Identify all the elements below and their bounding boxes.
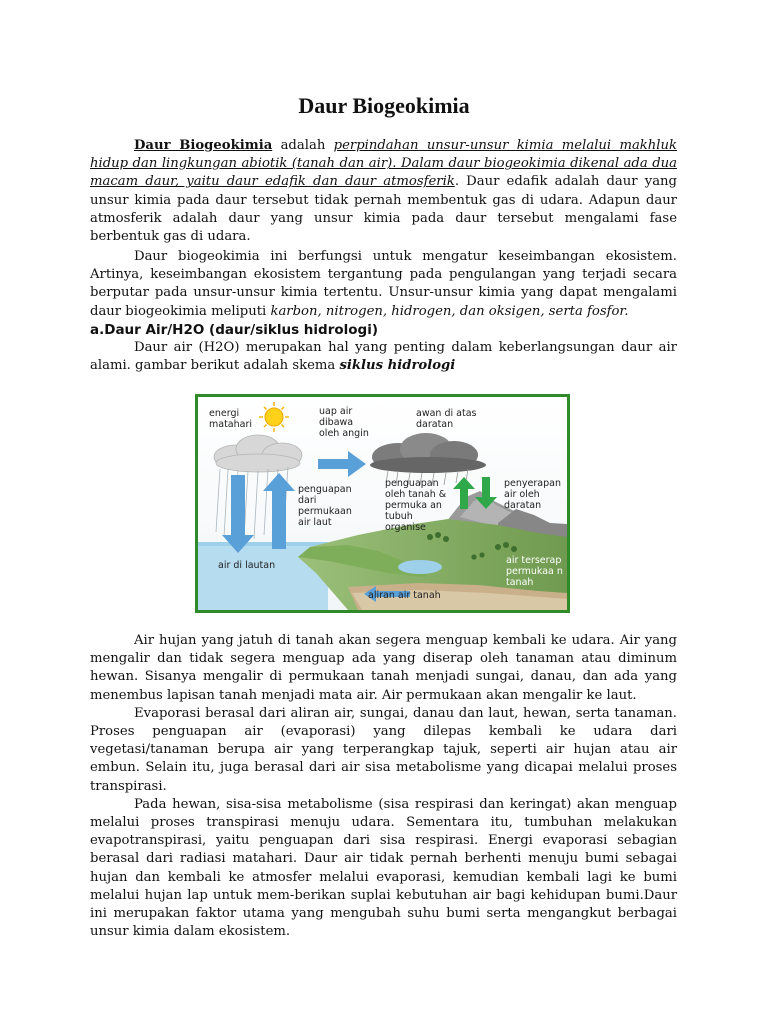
chemical-elements: karbon, nitrogen, hidrogen, dan oksigen, serta fosfor. bbox=[270, 303, 629, 319]
function-paragraph-block bbox=[90, 248, 677, 321]
label-aliran-tanah: aliran air tanah bbox=[368, 590, 441, 601]
paragraph-evaporation: Evaporasi berasal dari aliran air, sungai, danau dan laut, hewan, serta tanaman. Proses penguapan air (evaporasi) yang dilepas kembali ke udara dari vegetasi/tanaman berupa air yang terperangkap tajuk, seperti air hujan atau air embun. Selain itu, juga berasal dari air sisa metabolisme yang dicapai melalui proses transpirasi. bbox=[90, 705, 677, 794]
label-penguapan-laut: penguapan dari permukaan air laut bbox=[298, 484, 352, 528]
intro-paragraph-block bbox=[90, 137, 677, 246]
water-cycle-text: Daur air (H2O) merupakan hal yang penting dalam keberlangsungan daur air alami. gambar berikut adalah skema bbox=[90, 340, 677, 374]
paragraph-function bbox=[90, 248, 677, 321]
paragraph-definition bbox=[90, 137, 677, 246]
label-air-terserap: air terserap permukaa n tanah bbox=[506, 555, 563, 588]
definition-text: perpindahan unsur-unsur kimia melalui makhluk hidup dan lingkungan abiotik (tanah dan air). Dalam daur biogeokimia dikenal ada dua macam daur, yaitu daur edafik dan daur atmosferik bbox=[90, 138, 677, 190]
siklus-hidrologi-emph: siklus hidrologi bbox=[339, 358, 456, 374]
function-text: Daur biogeokimia ini berfungsi untuk mengatur keseimbangan ekosistem. Artinya, keseimbangan ekosistem tergantung pada pengulangan yang terjadi secara berputar pada unsur-unsur kimia tertentu. Unsur-unsur kimia yang dapat mengalami daur biogeokimia meliputi bbox=[90, 249, 677, 319]
definition-rest: . Daur edafik adalah daur yang unsur kimia pada daur tersebut tidak pernah membentuk gas di udara. Adapun daur atmosferik adalah daur yang unsur kimia pada daur tersebut mengalami fase berbentuk gas di udara. bbox=[90, 174, 677, 245]
paragraph-transpiration: Pada hewan, sisa-sisa metabolisme (sisa respirasi dan keringat) akan menguap melalui proses transpirasi menuju udara. Sementara itu, tumbuhan melakukan evapotranspirasi, yaitu penguapan dari sisa respirasi. Energi evaporasi sebagian berasal dari radiasi matahari. Daur air tidak pernah berhenti menuju bumi sebagai hujan dan kembali ke atmosfer melalui evaporasi, kemudian kembali lagi ke bumi melalui hujan lap untuk mem-berikan suplai kebutuhan air bagi kehidupan bumi.Daur ini merupakan faktor utama yang mengubah suhu bumi serta mengangkut berbagai unsur kimia dalam ekosistem. bbox=[90, 796, 677, 940]
hydrologic-cycle-figure bbox=[195, 394, 570, 613]
label-energi-matahari: energi matahari bbox=[209, 408, 253, 430]
section-block bbox=[90, 321, 677, 376]
text-adalah: adalah bbox=[272, 138, 334, 153]
label-penyerapan: penyerapan air oleh daratan bbox=[504, 478, 561, 511]
label-penguapan-tanah: penguapan oleh tanah & permuka an tubuh organise bbox=[385, 478, 447, 533]
term-daur-biogeokimia: Daur Biogeokimia bbox=[134, 138, 273, 153]
label-uap-air: uap air dibawa oleh angin bbox=[319, 406, 369, 439]
label-awan: awan di atas daratan bbox=[416, 408, 477, 430]
label-air-lautan: air di lautan bbox=[218, 560, 276, 571]
page-title: Daur Biogeokimia bbox=[298, 93, 470, 118]
paragraph-rain: Air hujan yang jatuh di tanah akan segera menguap kembali ke udara. Air yang mengalir dan tidak segera menguap ada yang diserap oleh tanaman atau diminum hewan. Sisanya mengalir di permukaan tanah menjadi sungai, danau, dan ada yang menembus lapisan tanah menjadi mata air. Air permukaan akan mengalir ke laut. bbox=[90, 633, 677, 703]
section-heading: a.Daur Air/H2O (daur/siklus hidrologi) bbox=[90, 322, 379, 338]
body-paragraph-block bbox=[90, 632, 677, 941]
lake-area bbox=[398, 560, 442, 574]
paragraph-water-cycle bbox=[90, 339, 677, 375]
